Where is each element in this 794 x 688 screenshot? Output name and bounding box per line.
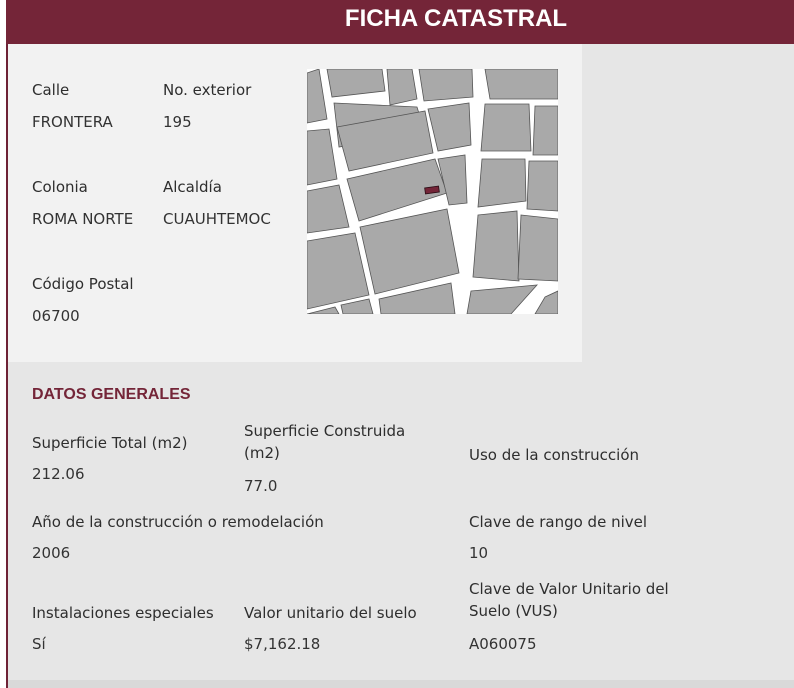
map-block — [307, 185, 349, 233]
alcaldia-label: Alcaldía — [163, 178, 222, 196]
clave-rango-nivel-label: Clave de rango de nivel — [469, 513, 648, 531]
codigo-postal-label: Código Postal — [32, 275, 134, 293]
map-block — [428, 103, 471, 151]
codigo-postal-value: 06700 — [32, 307, 80, 325]
map-block — [467, 285, 537, 314]
map-block — [518, 215, 558, 281]
valor-unitario-suelo-label: Valor unitario del suelo — [244, 604, 417, 622]
map-block — [485, 69, 558, 99]
map-block — [307, 129, 337, 185]
left-edge — [0, 0, 8, 688]
alcaldia-value: CUAUHTEMOC — [163, 210, 271, 228]
colonia-label: Colonia — [32, 178, 88, 196]
colonia-value: ROMA NORTE — [32, 210, 134, 228]
map-block — [307, 69, 327, 123]
bottom-divider — [8, 680, 794, 688]
no-exterior-label: No. exterior — [163, 81, 252, 99]
map-block — [341, 299, 373, 314]
parcel-map[interactable] — [307, 69, 558, 314]
datos-generales-title: DATOS GENERALES — [32, 386, 191, 403]
superficie-total-label: Superficie Total (m2) — [32, 434, 188, 452]
calle-value: FRONTERA — [32, 113, 113, 131]
page-header — [6, 0, 794, 44]
map-block — [535, 291, 558, 314]
clave-valor-unitario-label: Clave de Valor Unitario del Suelo (VUS) — [469, 580, 669, 620]
map-graphic — [307, 69, 558, 314]
map-block — [473, 211, 519, 281]
map-block — [481, 104, 531, 151]
superficie-total-value: 212.06 — [32, 465, 85, 483]
uso-construccion-label: Uso de la construcción — [469, 446, 640, 464]
no-exterior-value: 195 — [163, 113, 192, 131]
superficie-construida-value: 77.0 — [244, 477, 278, 495]
instalaciones-especiales-label: Instalaciones especiales — [32, 604, 214, 622]
anio-construccion-label: Año de la construcción o remodelación — [32, 513, 324, 531]
map-block — [478, 159, 526, 207]
map-block — [387, 69, 417, 105]
map-block — [527, 161, 558, 211]
anio-construccion-value: 2006 — [32, 544, 71, 562]
map-block — [533, 106, 558, 155]
instalaciones-especiales-value: Sí — [32, 635, 46, 653]
valor-unitario-suelo-value: $7,162.18 — [244, 635, 321, 653]
map-block — [327, 69, 385, 97]
clave-valor-unitario-value: A060075 — [469, 635, 537, 653]
map-block — [307, 233, 369, 309]
clave-rango-nivel-value: 10 — [469, 544, 489, 562]
empty-panel — [582, 44, 794, 362]
map-block — [419, 69, 473, 101]
page-title: FICHA CATASTRAL — [344, 5, 568, 32]
calle-label: Calle — [32, 81, 70, 99]
map-block — [360, 209, 459, 294]
superficie-construida-label: Superficie Construida (m2) — [244, 422, 406, 462]
